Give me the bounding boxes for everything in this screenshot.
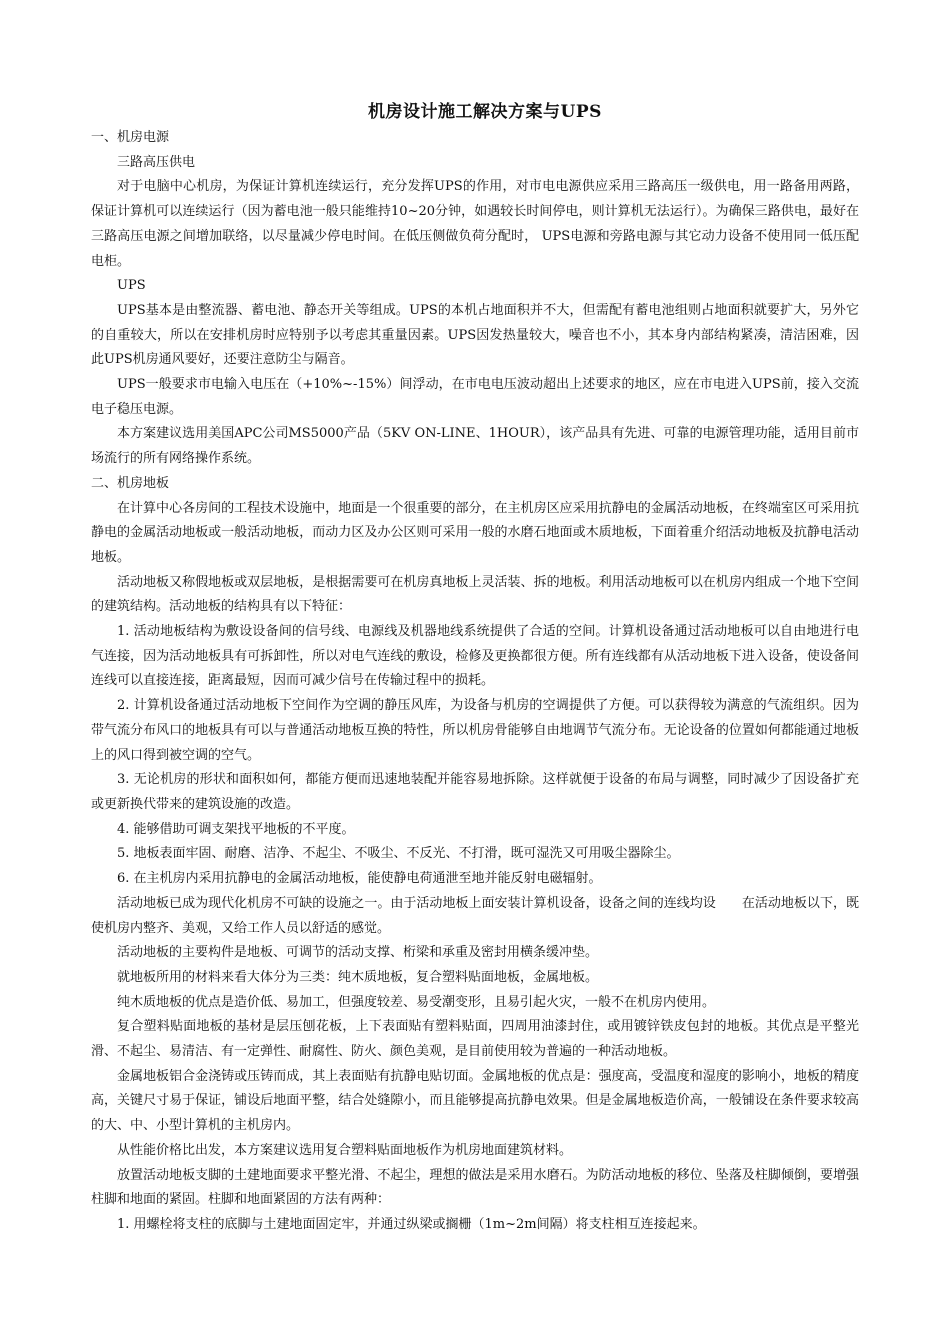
list-item: 2. 计算机设备通过活动地板下空间作为空调的静压风库，为设备与机房的空调提供了方便。可以获得较为满意的气流组织。因为带气流分布风口的地板具有可以与普通活动地板互换的特性，所以机房骨能够自由地调节气流分布。无论设备的位置如何都能通过地板上的风口得到被空调的空气。: [91, 698, 859, 763]
paragraph: 1. 用螺栓将支柱的底脚与土建地面固定牢，并通过纵梁或搁栅（1m~2m间隔）将支柱相互连接起来。: [117, 1216, 706, 1232]
list-item: 4. 能够借助可调支架找平地板的不平度。: [117, 821, 355, 837]
section-heading-power: 一、机房电源: [91, 130, 170, 145]
paragraph: 放置活动地板支脚的土建地面要求平整光滑、不起尘，理想的做法是采用水磨石。为防活动地板的移位、坠落及柱脚倾倒，要增强柱脚和地面的紧固。柱脚和地面紧固的方法有两种：: [91, 1167, 859, 1208]
paragraph: 对于电脑中心机房，为保证计算机连续运行，充分发挥UPS的作用，对市电电源供应采用三路高压一级供电，用一路备用两路，保证计算机可以连续运行（因为蓄电池一般只能维持10~20分钟，如遇较长时间停电，则计算机无法运行）。为确保三路供电，最好在三路高压电源之间增加联络，以尽量减少停电时间。在低压侧做负荷分配时， UPS电源和旁路电源与其它动力设备不使用同一低压配电柜。: [91, 179, 859, 269]
paragraph: 活动地板的主要构件是地板、可调节的活动支撑、桁梁和承重及密封用横条缓冲垫。: [117, 945, 599, 961]
paragraph: 本方案建议选用美国APC公司MS5000产品（5KV ON-LINE、1HOUR），该产品具有先进、可靠的电源管理功能，适用目前市场流行的所有网络操作系统。: [91, 426, 859, 467]
paragraph: 活动地板又称假地板或双层地板，是根据需要可在机房真地板上灵活装、拆的地板。利用活动地板可以在机房内组成一个地下空间的建筑结构。活动地板的结构具有以下特征：: [91, 574, 859, 615]
paragraph: 复合塑料贴面地板的基材是层压刨花板，上下表面贴有塑料贴面，四周用油漆封住，或用镀锌铁皮包封的地板。其优点是平整光滑、不起尘、易清洁、有一定弹性、耐腐性、防火、颜色美观，是目前使用较为普遍的一种活动地板。: [91, 1019, 859, 1060]
paragraph: UPS一般要求市电输入电压在（+10%~-15%）间浮动，在市电电压波动超出上述要求的地区，应在市电进入UPS前，接入交流电子稳压电源。: [91, 377, 859, 417]
paragraph: 纯木质地板的优点是造价低、易加工，但强度较差、易受潮变形，且易引起火灾，一般不在机房内使用。: [117, 994, 716, 1010]
document-page: [91, 100, 859, 1238]
list-item: 3. 无论机房的形状和面积如何，都能方便而迅速地装配并能容易地拆除。这样就便于设备的布局与调整，同时减少了因设备扩充或更新换代带来的建筑设施的改造。: [91, 772, 859, 812]
subheading-ups: UPS: [117, 278, 146, 294]
paragraph: 活动地板已成为现代化机房不可缺的设施之一。由于活动地板上面安装计算机设备，设备之间的连线均设 在活动地板以下，既使机房内整齐、美观，又给工作人员以舒适的感觉。: [91, 895, 859, 936]
paragraph: 金属地板铝合金浇铸或压铸而成，其上表面贴有抗静电贴切面。金属地板的优点是：强度高，受温度和湿度的影响小，地板的精度高，关键尺寸易于保证，铺设后地面平整，结合处缝隙小，而且能够提高抗静电效果。但是金属地板造价高，一般铺设在条件要求较高的大、中、小型计算机的主机房内。: [91, 1068, 859, 1134]
paragraph: 就地板所用的材料来看大体分为三类：纯木质地板，复合塑料贴面地板，金属地板。: [117, 969, 599, 985]
subheading-three-way-supply: 三路高压供电: [117, 154, 196, 170]
document-title: 机房设计施工解决方案与UPS: [368, 102, 602, 122]
paragraph: UPS基本是由整流器、蓄电池、静态开关等组成。UPS的本机占地面积并不大，但需配有蓄电池组则占地面积就要扩大，另外它的自重较大，所以在安排机房时应特别予以考虑其重量因素。UPS因发热量较大，噪音也不小，其本身内部结构紧凑，清洁困难，因此UPS机房通风要好，还要注意防尘与隔音。: [91, 302, 859, 368]
list-item: 6. 在主机房内采用抗静电的金属活动地板，能使静电荷通泄至地并能反射电磁辐射。: [117, 871, 602, 887]
list-item: 5. 地板表面牢固、耐磨、洁净、不起尘、不吸尘、不反光、不打滑，既可湿洗又可用吸尘器除尘。: [117, 846, 680, 862]
section-heading-floor: 二、机房地板: [91, 475, 170, 491]
paragraph: 从性能价格比出发，本方案建议选用复合塑料贴面地板作为机房地面建筑材料。: [117, 1142, 573, 1158]
list-item: 1. 活动地板结构为敷设设备间的信号线、电源线及机器地线系统提供了合适的空间。计算机设备通过活动地板可以自由地进行电气连接，因为活动地板具有可拆卸性，所以对电气连线的敷设，检修及更换都很方便。所有连线都有从活动地板下进入设备，使设备间连线可以直接连接，距离最短，因而可减少信号在传输过程中的损耗。: [91, 624, 859, 689]
paragraph: 在计算中心各房间的工程技术设施中，地面是一个很重要的部分，在主机房区应采用抗静电的金属活动地板，在终端室区可采用抗静电的金属活动地板或一般活动地板，而动力区及办公区则可采用一般的水磨石地面或木质地板，下面着重介绍活动地板及抗静电活动地板。: [91, 500, 859, 565]
